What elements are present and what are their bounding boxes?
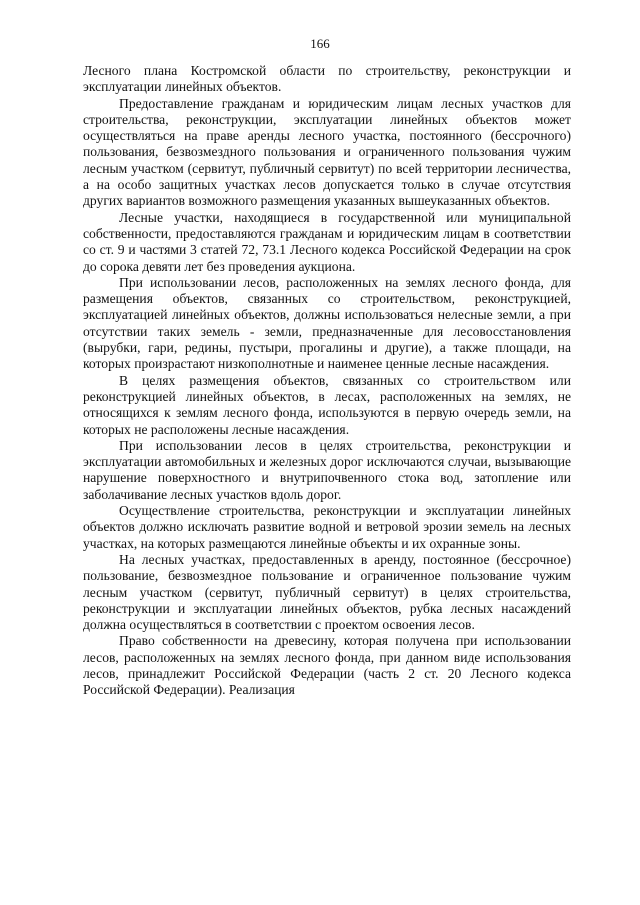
paragraph-3: Лесные участки, находящиеся в государственной или муниципальной собственности, предоставляются гражданам и юридическим лицам в соответствии со ст. 9 и частями 3 статей 72, 73.1 Лесного кодекса Российской Федерации на срок до сорока девяти лет без проведения аукциона. xyxy=(83,209,571,274)
page-number: 166 xyxy=(310,36,330,51)
paragraph-7: Осуществление строительства, реконструкции и эксплуатации линейных объектов должно исключать развитие водной и ветровой эрозии земель на лесных участках, на которых размещаются линейные объекты и их охранные зоны. xyxy=(83,503,571,551)
paragraph-2: Предоставление гражданам и юридическим лицам лесных участков для строительства, реконструкции, эксплуатации линейных объектов может осуществляться на праве аренды лесного участка, постоянного (бессрочного) пользования, безвозмездного пользования и ограниченного пользования чужим лесным участком (сервитут, публичный сервитут) по всей территории лесничества, а на особо защитных участках лесов допускается только в случае отсутствия других вариантов возможного размещения указанных вышеуказанных объектов. xyxy=(83,95,571,209)
paragraph-9: Право собственности на древесину, которая получена при использовании лесов, расположенных на землях лесного фонда, при данном виде использования лесов, принадлежит Российской Федерации (часть 2 ст. 20 Лесного кодекса Российской Федерации). Реализация xyxy=(83,633,571,698)
paragraph-5: В целях размещения объектов, связанных со строительством или реконструкцией линейных объектов, в лесах, расположенных на землях, не относящихся к землям лесного фонда, используются в первую очередь земли, на которых не расположены лесные насаждения. xyxy=(83,372,571,437)
paragraph-8: На лесных участках, предоставленных в аренду, постоянное (бессрочное) пользование, безвозмездное пользование и ограниченное пользование чужим лесным участком (сервитут, публичный сервитут) в целях строительства, реконструкции и эксплуатации линейных объектов, рубка лесных насаждений должна осуществляться в соответствии с проектом освоения лесов. xyxy=(83,551,571,633)
paragraph-6: При использовании лесов в целях строительства, реконструкции и эксплуатации автомобильных и железных дорог исключаются случаи, вызывающие нарушение поверхностного и внутрипочвенного стока вод, затопление или заболачивание лесных участков вдоль дорог. xyxy=(83,437,571,502)
document-body xyxy=(83,63,571,699)
paragraph-4: При использовании лесов, расположенных на землях лесного фонда, для размещения объектов, связанных со строительством, реконструкцией, эксплуатацией линейных объектов, должны использоваться нелесные земли, а при отсутствии таких земель - земли, предназначенные для лесовосстановления (вырубки, гари, редины, пустыри, прогалины и другие), а также площади, на которых произрастают низкополнотные и наименее ценные лесные насаждения. xyxy=(83,274,571,372)
paragraph-1: Лесного плана Костромской области по строительству, реконструкции и эксплуатации линейных объектов. xyxy=(83,63,571,95)
